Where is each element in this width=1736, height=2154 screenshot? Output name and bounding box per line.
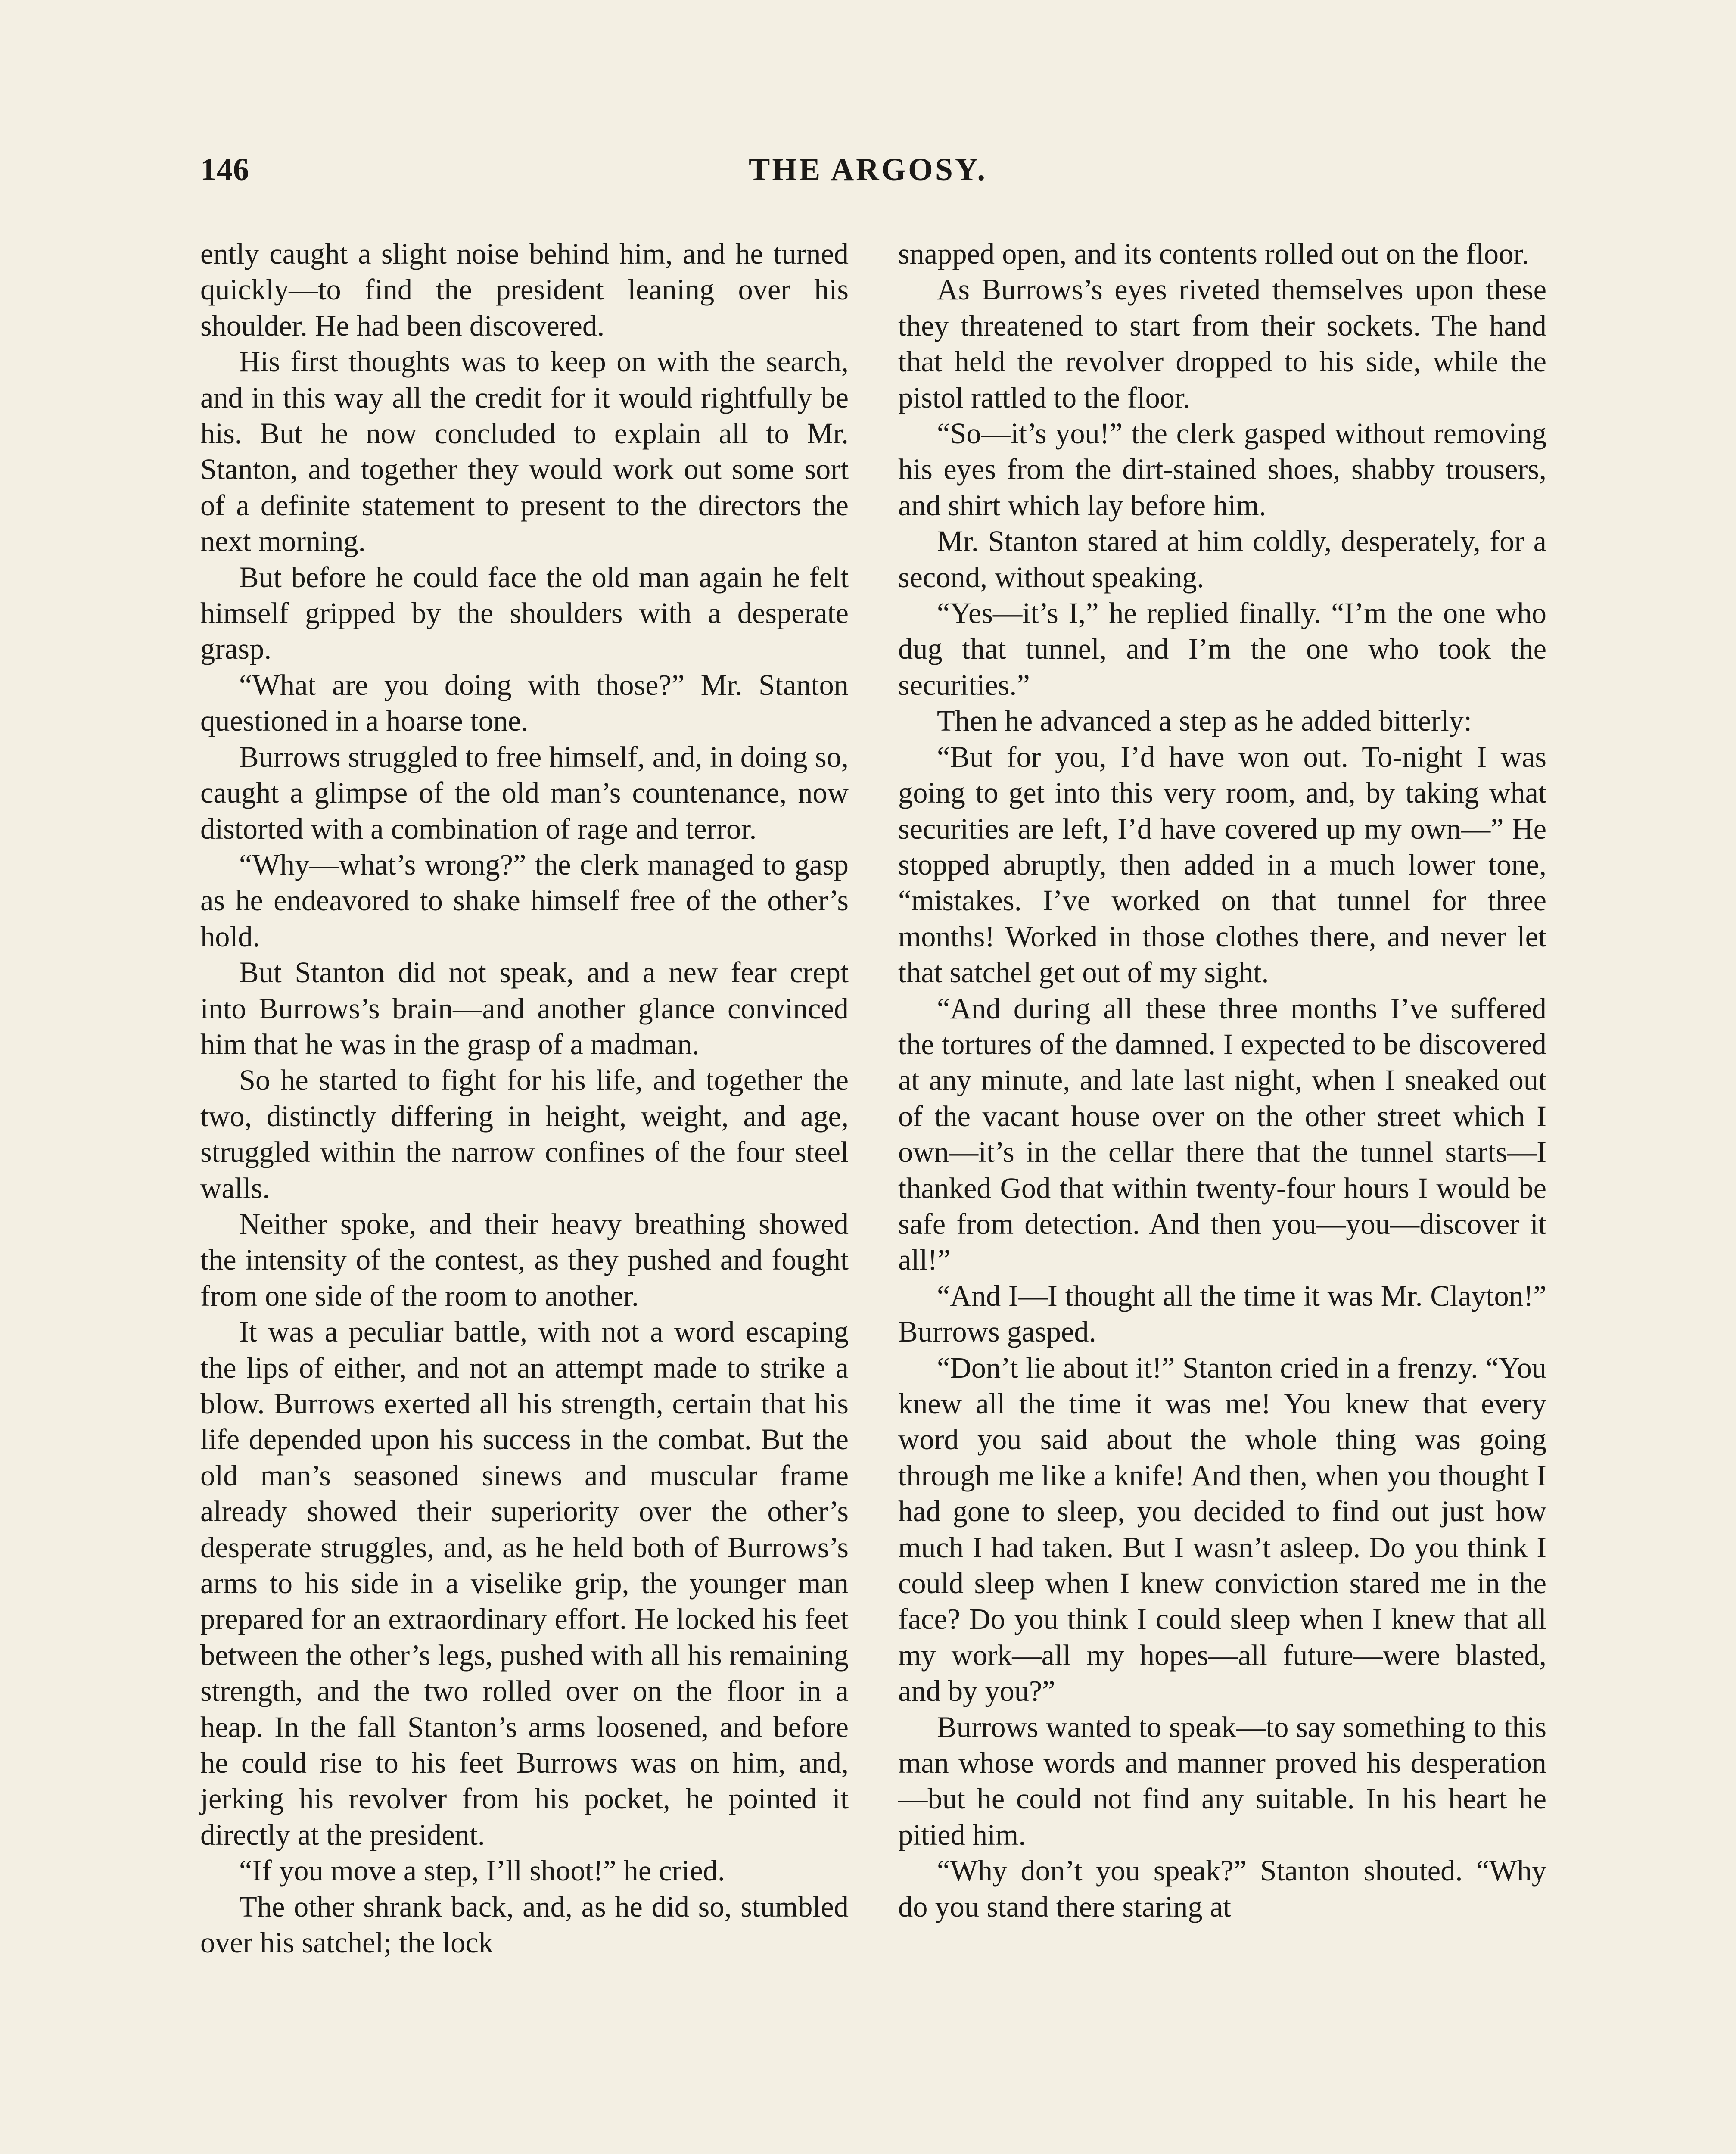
paragraph: His first thoughts was to keep on with the search, and in this way all the credit for it would rightfully be his. But he now concluded to explain all to Mr. Stanton, and together they would work out some sort of a definite statement to present to the directors the next morning. bbox=[200, 345, 849, 558]
left-column bbox=[200, 236, 849, 1961]
paragraph: Then he advanced a step as he added bitterly: bbox=[937, 704, 1472, 738]
paragraph: “Why don’t you speak?” Stanton shouted. “Why do you stand there staring at bbox=[898, 1854, 1546, 1923]
page-number: 146 bbox=[200, 152, 249, 187]
paragraph: “If you move a step, I’ll shoot!” he cried. bbox=[239, 1854, 725, 1887]
paragraph: snapped open, and its contents rolled out on the floor. bbox=[898, 237, 1529, 270]
paragraph: “So—it’s you!” the clerk gasped without removing his eyes from the dirt-stained shoes, shabby trousers, and shirt which lay before him. bbox=[898, 417, 1546, 522]
paragraph: Burrows struggled to free himself, and, in doing so, caught a glimpse of the old man’s countenance, now distorted with a combination of rage and terror. bbox=[200, 740, 849, 845]
paragraph: “And during all these three months I’ve suffered the tortures of the damned. I expected to be discovered at any minute, and late last night, when I sneaked out of the vacant house over on the other street which I own—it’s in the cellar there that the tunnel starts—I thanked God that within twenty-four hours I would be safe from detection. And then you—you—discover it all!” bbox=[898, 992, 1546, 1276]
running-head: THE ARGOSY. bbox=[749, 152, 987, 187]
paragraph: “Yes—it’s I,” he replied finally. “I’m the one who dug that tunnel, and I’m the one who took the securities.” bbox=[898, 597, 1546, 701]
paragraph: But Stanton did not speak, and a new fear crept into Burrows’s brain—and another glance convinced him that he was in the grasp of a madman. bbox=[200, 956, 849, 1061]
paragraph: Mr. Stanton stared at him coldly, desperately, for a second, without speaking. bbox=[898, 525, 1546, 594]
paragraph: “Why—what’s wrong?” the clerk managed to gasp as he endeavored to shake himself free of the other’s hold. bbox=[200, 848, 849, 953]
paragraph: “But for you, I’d have won out. To-night I was going to get into this very room, and, by taking what securities are left, I’d have covered up my own—” He stopped abruptly, then added in a much lower tone, “mistakes. I’ve worked on that tunnel for three months! Worked in those clothes there, and never let that satchel get out of my sight. bbox=[898, 740, 1546, 989]
paragraph: “And I—I thought all the time it was Mr. Clayton!” Burrows gasped. bbox=[898, 1279, 1546, 1348]
paragraph: So he started to fight for his life, and together the two, distinctly differing in height, weight, and age, struggled within the narrow confines of the four steel walls. bbox=[200, 1064, 849, 1205]
paragraph: As Burrows’s eyes riveted themselves upon these they threatened to start from their sockets. The hand that held the revolver dropped to his side, while the pistol rattled to the floor. bbox=[898, 273, 1546, 414]
right-column bbox=[898, 236, 1546, 1925]
paragraph: Burrows wanted to speak—to say something to this man whose words and manner proved his desperation—but he could not find any suitable. In his heart he pitied him. bbox=[898, 1710, 1546, 1851]
paragraph: “Don’t lie about it!” Stanton cried in a frenzy. “You knew all the time it was me! You knew that every word you said about the whole thing was going through me like a knife! And then, when you thought I had gone to sleep, you decided to find out just how much I had taken. But I wasn’t asleep. Do you think I could sleep when I knew conviction stared me in the face? Do you think I could sleep when I knew that all my work—all my hopes—all future—were blasted, and by you?” bbox=[898, 1351, 1546, 1708]
paragraph: ently caught a slight noise behind him, and he turned quickly—to find the president leaning over his shoulder. He had been discovered. bbox=[200, 237, 849, 342]
paragraph: “What are you doing with those?” Mr. Stanton questioned in a hoarse tone. bbox=[200, 668, 849, 738]
paragraph: But before he could face the old man again he felt himself gripped by the shoulders with a desperate grasp. bbox=[200, 560, 849, 666]
paragraph: Neither spoke, and their heavy breathing showed the intensity of the contest, as they pushed and fought from one side of the room to another. bbox=[200, 1207, 849, 1312]
paragraph: The other shrank back, and, as he did so, stumbled over his satchel; the lock bbox=[200, 1890, 849, 1959]
paragraph: It was a peculiar battle, with not a word escaping the lips of either, and not an attempt made to strike a blow. Burrows exerted all his strength, certain that his life depended upon his success in the combat. But the old man’s seasoned sinews and muscular frame already showed their superiority over the other’s desperate struggles, and, as he held both of Burrows’s arms to his side in a viselike grip, the younger man prepared for an extraordinary effort. He locked his feet between the other’s legs, pushed with all his remaining strength, and the two rolled over on the floor in a heap. In the fall Stanton’s arms loosened, and before he could rise to his feet Burrows was on him, and, jerking his revolver from his pocket, he pointed it directly at the president. bbox=[200, 1315, 849, 1851]
